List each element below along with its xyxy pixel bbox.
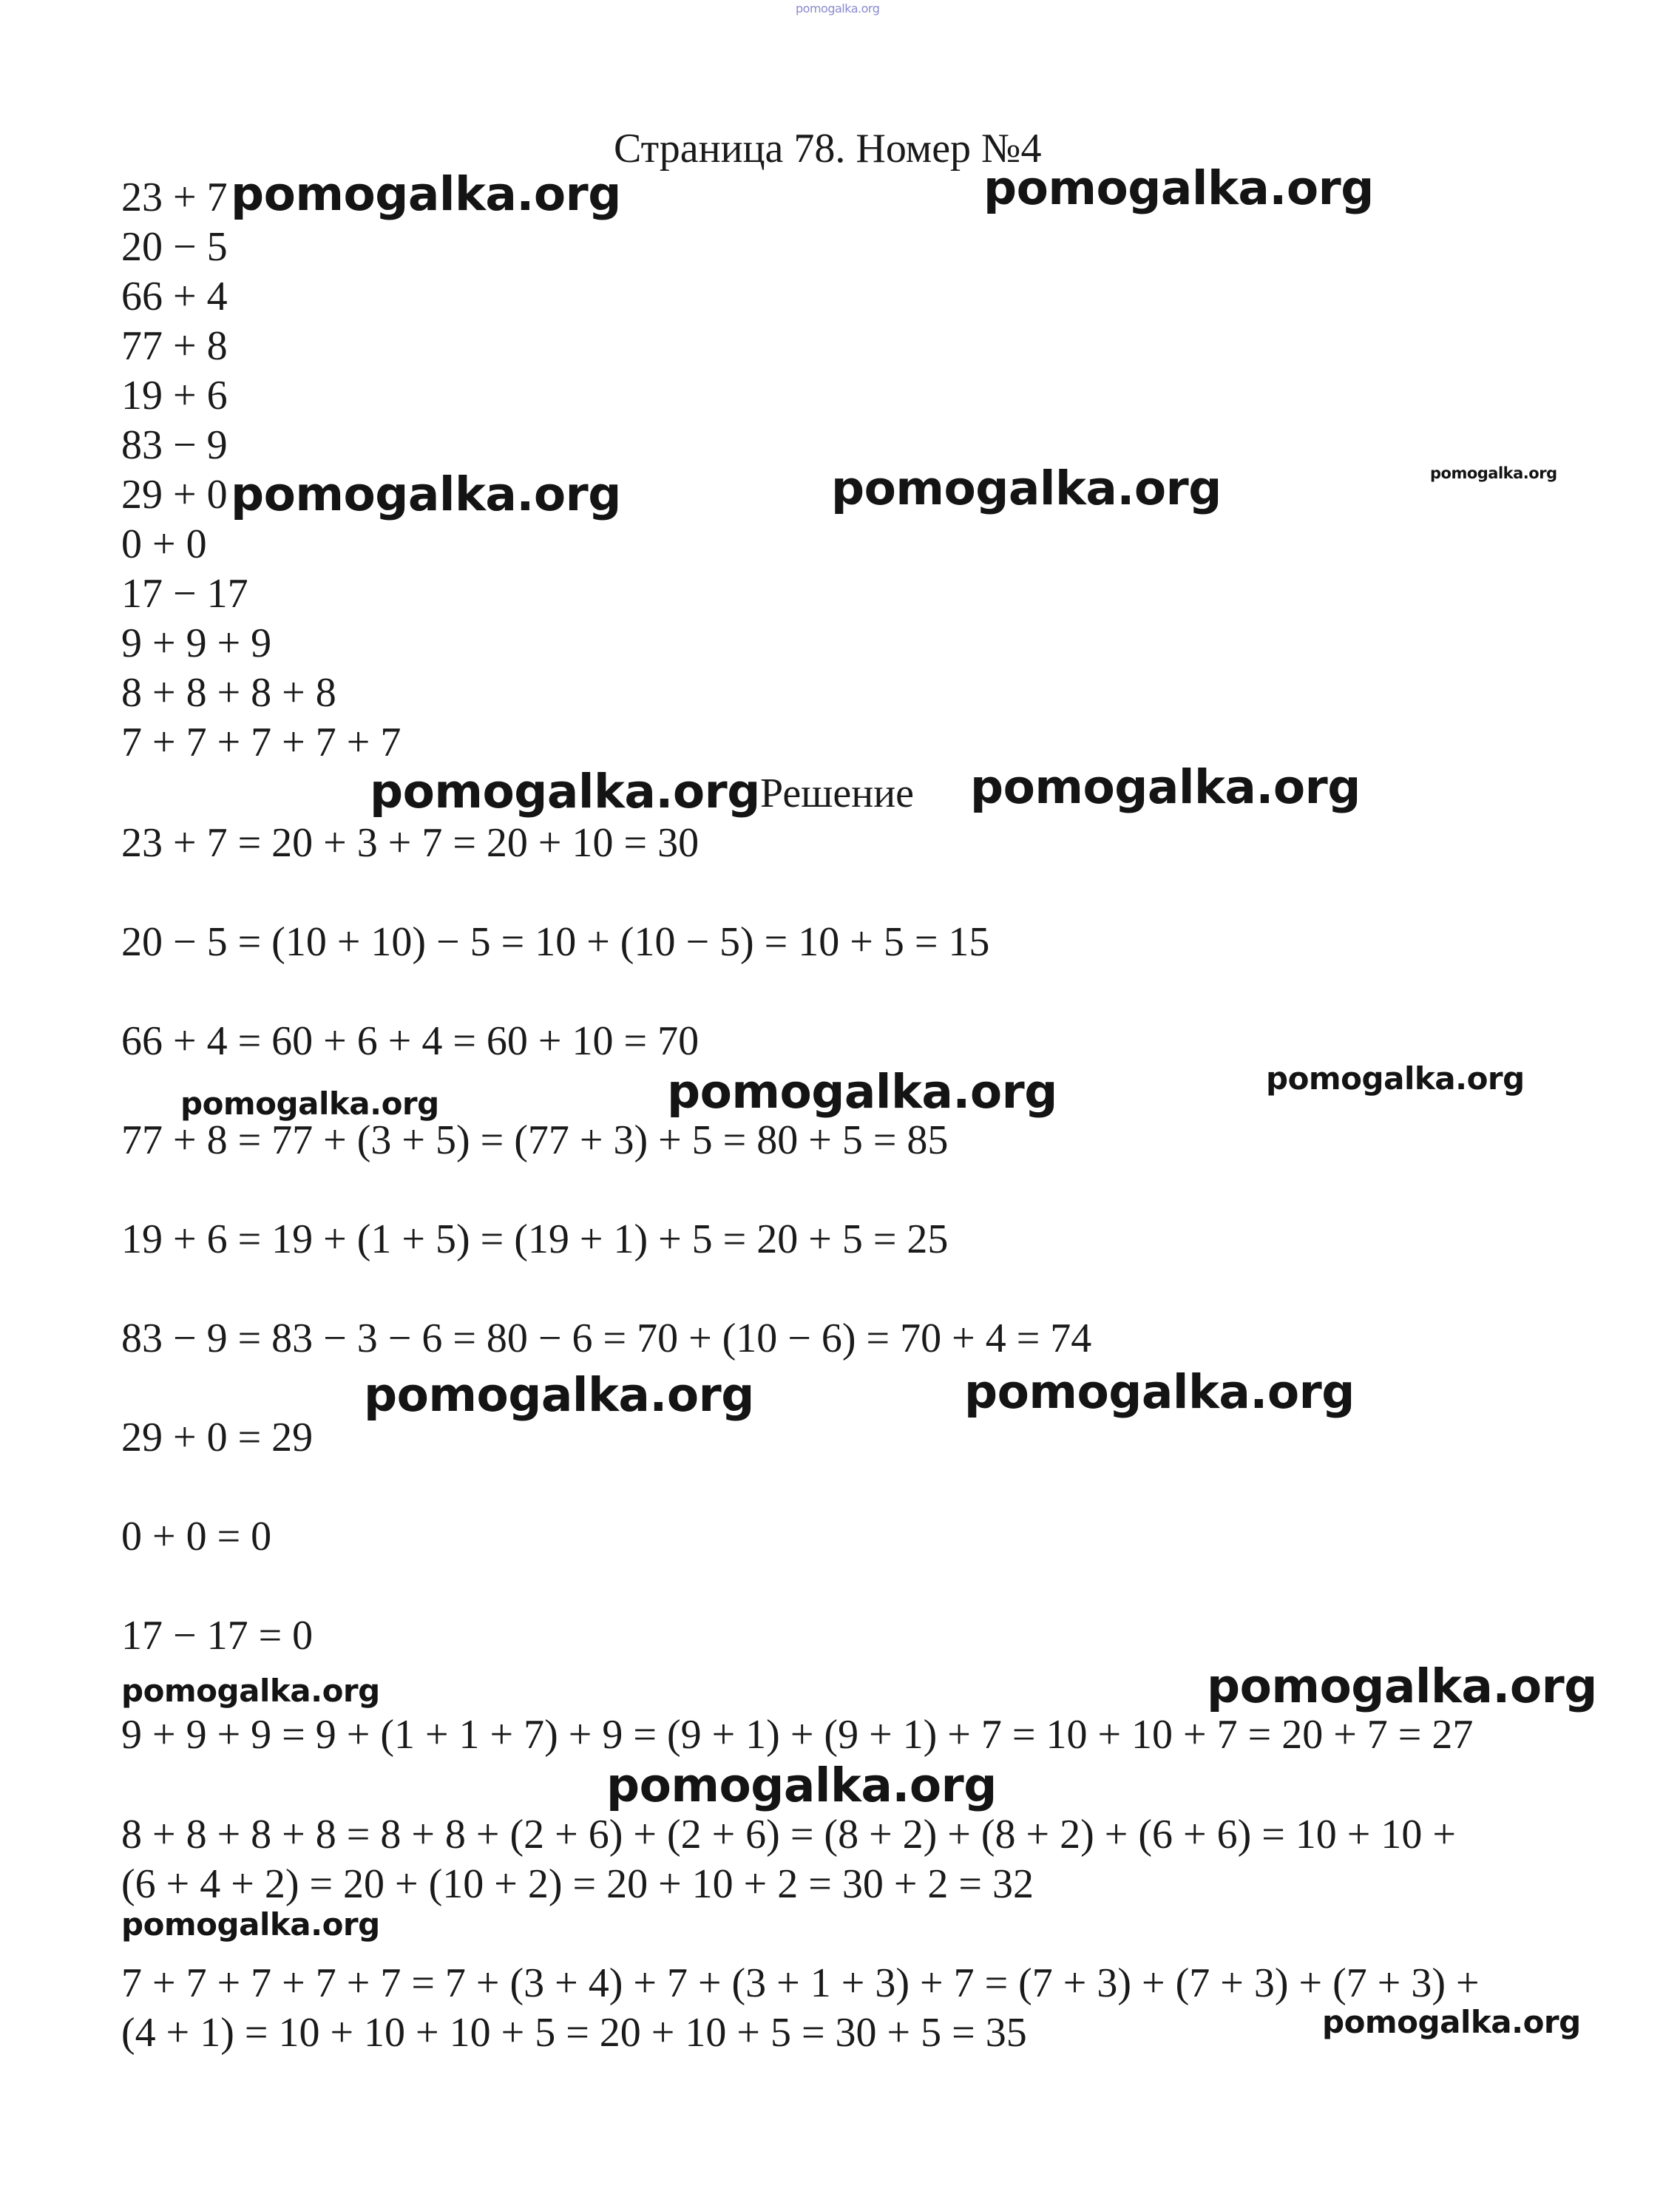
solution-line: 23 + 7 = 20 + 3 + 7 = 20 + 10 = 30 <box>121 820 700 866</box>
watermark: pomogalka.org <box>970 760 1361 814</box>
watermark: pomogalka.org <box>231 467 621 521</box>
problem-line: 20 − 5 <box>121 224 228 270</box>
solution-line: 83 − 9 = 83 − 3 − 6 = 80 − 6 = 70 + (10 − 6) = 70 + 4 = 74 <box>121 1315 1092 1361</box>
solution-line: 9 + 9 + 9 = 9 + (1 + 1 + 7) + 9 = (9 + 1) + (9 + 1) + 7 = 10 + 10 + 7 = 20 + 7 = 27 <box>121 1712 1474 1758</box>
watermark: pomogalka.org <box>121 1673 380 1709</box>
solution-line: 17 − 17 = 0 <box>121 1613 314 1659</box>
watermark: pomogalka.org <box>1322 2004 1581 2040</box>
watermark: pomogalka.org <box>370 765 760 819</box>
problem-line: 19 + 6 <box>121 373 228 419</box>
solution-line: 66 + 4 = 60 + 6 + 4 = 60 + 10 = 70 <box>121 1018 700 1064</box>
watermark: pomogalka.org <box>364 1368 754 1422</box>
problem-line: 23 + 7 <box>121 175 228 220</box>
solution-line: (6 + 4 + 2) = 20 + (10 + 2) = 20 + 10 + 2 = 30 + 2 = 32 <box>121 1861 1034 1907</box>
solution-line: (4 + 1) = 10 + 10 + 10 + 5 = 20 + 10 + 5 = 30 + 5 = 35 <box>121 2010 1027 2056</box>
watermark: pomogalka.org <box>964 1365 1355 1419</box>
solution-line: 7 + 7 + 7 + 7 + 7 = 7 + (3 + 4) + 7 + (3 + 1 + 3) + 7 = (7 + 3) + (7 + 3) + (7 + 3) + <box>121 1960 1480 2006</box>
problem-line: 7 + 7 + 7 + 7 + 7 <box>121 719 402 765</box>
watermark: pomogalka.org <box>606 1758 997 1812</box>
problem-line: 0 + 0 <box>121 521 207 567</box>
watermark: pomogalka.org <box>1207 1659 1597 1713</box>
watermark: pomogalka.org <box>831 461 1222 515</box>
page-title: Страница 78. Номер №4 <box>614 126 1042 172</box>
problem-line: 17 − 17 <box>121 571 248 617</box>
watermark: pomogalka.org <box>180 1086 439 1122</box>
problem-line: 9 + 9 + 9 <box>121 620 272 666</box>
problem-line: 8 + 8 + 8 + 8 <box>121 670 336 716</box>
problem-line: 77 + 8 <box>121 323 228 369</box>
watermark: pomogalka.org <box>667 1065 1057 1119</box>
watermark: pomogalka.org <box>1430 464 1557 482</box>
watermark: pomogalka.org <box>1266 1060 1525 1097</box>
problem-line: 29 + 0 <box>121 472 228 518</box>
watermark: pomogalka.org <box>983 161 1374 215</box>
watermark: pomogalka.org <box>121 1906 380 1943</box>
solution-line: 0 + 0 = 0 <box>121 1514 272 1560</box>
solution-line: 19 + 6 = 19 + (1 + 5) = (19 + 1) + 5 = 20 + 5 = 25 <box>121 1216 949 1262</box>
watermark: pomogalka.org <box>231 167 621 221</box>
problem-line: 83 − 9 <box>121 422 228 468</box>
solution-heading: Решение <box>760 771 915 816</box>
solution-line: 20 − 5 = (10 + 10) − 5 = 10 + (10 − 5) = 10 + 5 = 15 <box>121 919 990 965</box>
problem-line: 66 + 4 <box>121 274 228 319</box>
solution-line: 29 + 0 = 29 <box>121 1415 314 1460</box>
solution-line: 8 + 8 + 8 + 8 = 8 + 8 + (2 + 6) + (2 + 6) = (8 + 2) + (8 + 2) + (6 + 6) = 10 + 10 + <box>121 1812 1456 1858</box>
solution-line: 77 + 8 = 77 + (3 + 5) = (77 + 3) + 5 = 80 + 5 = 85 <box>121 1117 949 1163</box>
top-watermark: pomogalka.org <box>796 1 880 16</box>
